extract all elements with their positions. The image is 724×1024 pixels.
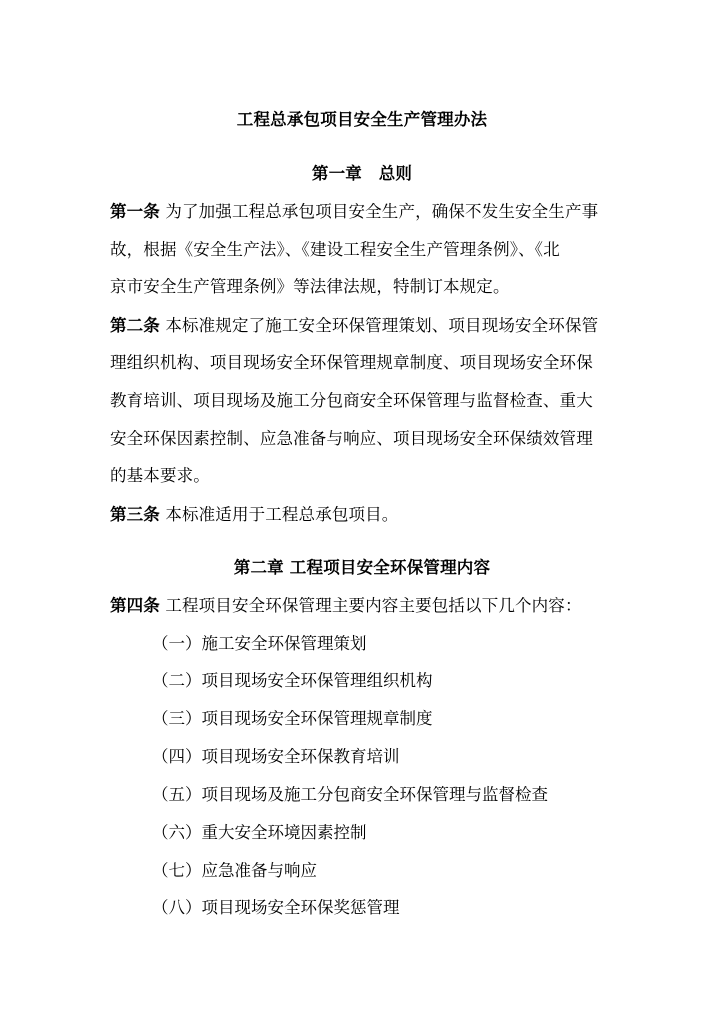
article-4-text: 工程项目安全环保管理主要内容主要包括以下几个内容： bbox=[159, 596, 582, 615]
article-3-text: 本标准适用于工程总承包项目。 bbox=[159, 505, 399, 524]
article-2-line-5: 的基本要求。 bbox=[110, 466, 210, 485]
list-item: （一）施工安全环保管理策划 bbox=[152, 634, 367, 653]
article-2-line-4: 安全环保因素控制、应急准备与响应、项目现场安全环保绩效管理 bbox=[110, 429, 593, 448]
article-4-line bbox=[110, 592, 582, 616]
article-2-label: 第二条 bbox=[110, 316, 160, 335]
chapter-2-heading: 第二章 工程项目安全环保管理内容 bbox=[233, 558, 491, 577]
article-2-line-1 bbox=[110, 312, 598, 336]
list-item: （二）项目现场安全环保管理组织机构 bbox=[152, 671, 433, 690]
list-item: （四）项目现场安全环保教育培训 bbox=[152, 747, 400, 766]
list-item: （八）项目现场安全环保奖惩管理 bbox=[152, 898, 400, 917]
article-1-line-3: 京市安全生产管理条例》等法律法规，特制订本规定。 bbox=[110, 277, 510, 296]
chapter-1-heading: 第一章 总则 bbox=[311, 164, 413, 183]
article-2-line-2: 理组织机构、项目现场安全环保管理规章制度、项目现场安全环保 bbox=[110, 353, 593, 372]
article-3-label: 第三条 bbox=[110, 505, 160, 524]
list-item: （六）重大安全环境因素控制 bbox=[152, 823, 367, 842]
document-title: 工程总承包项目安全生产管理办法 bbox=[236, 110, 488, 129]
article-1-text-1: 为了加强工程总承包项目安全生产，确保不发生安全生产事 bbox=[159, 202, 599, 221]
article-1-line-1 bbox=[110, 198, 598, 222]
list-item: （七）应急准备与响应 bbox=[152, 861, 317, 880]
article-3-line bbox=[110, 501, 398, 525]
list-item: （三）项目现场安全环保管理规章制度 bbox=[152, 709, 433, 728]
article-1-label: 第一条 bbox=[110, 202, 160, 221]
list-item: （五）项目现场及施工分包商安全环保管理与监督检查 bbox=[152, 785, 548, 804]
article-4-label: 第四条 bbox=[110, 596, 160, 615]
article-2-line-3: 教育培训、项目现场及施工分包商安全环保管理与监督检查、重大 bbox=[110, 391, 593, 410]
article-1-line-2: 故，根据《安全生产法》、《建设工程安全生产管理条例》、《北 bbox=[110, 240, 560, 259]
article-2-text-1: 本标准规定了施工安全环保管理策划、项目现场安全环保管 bbox=[159, 316, 599, 335]
